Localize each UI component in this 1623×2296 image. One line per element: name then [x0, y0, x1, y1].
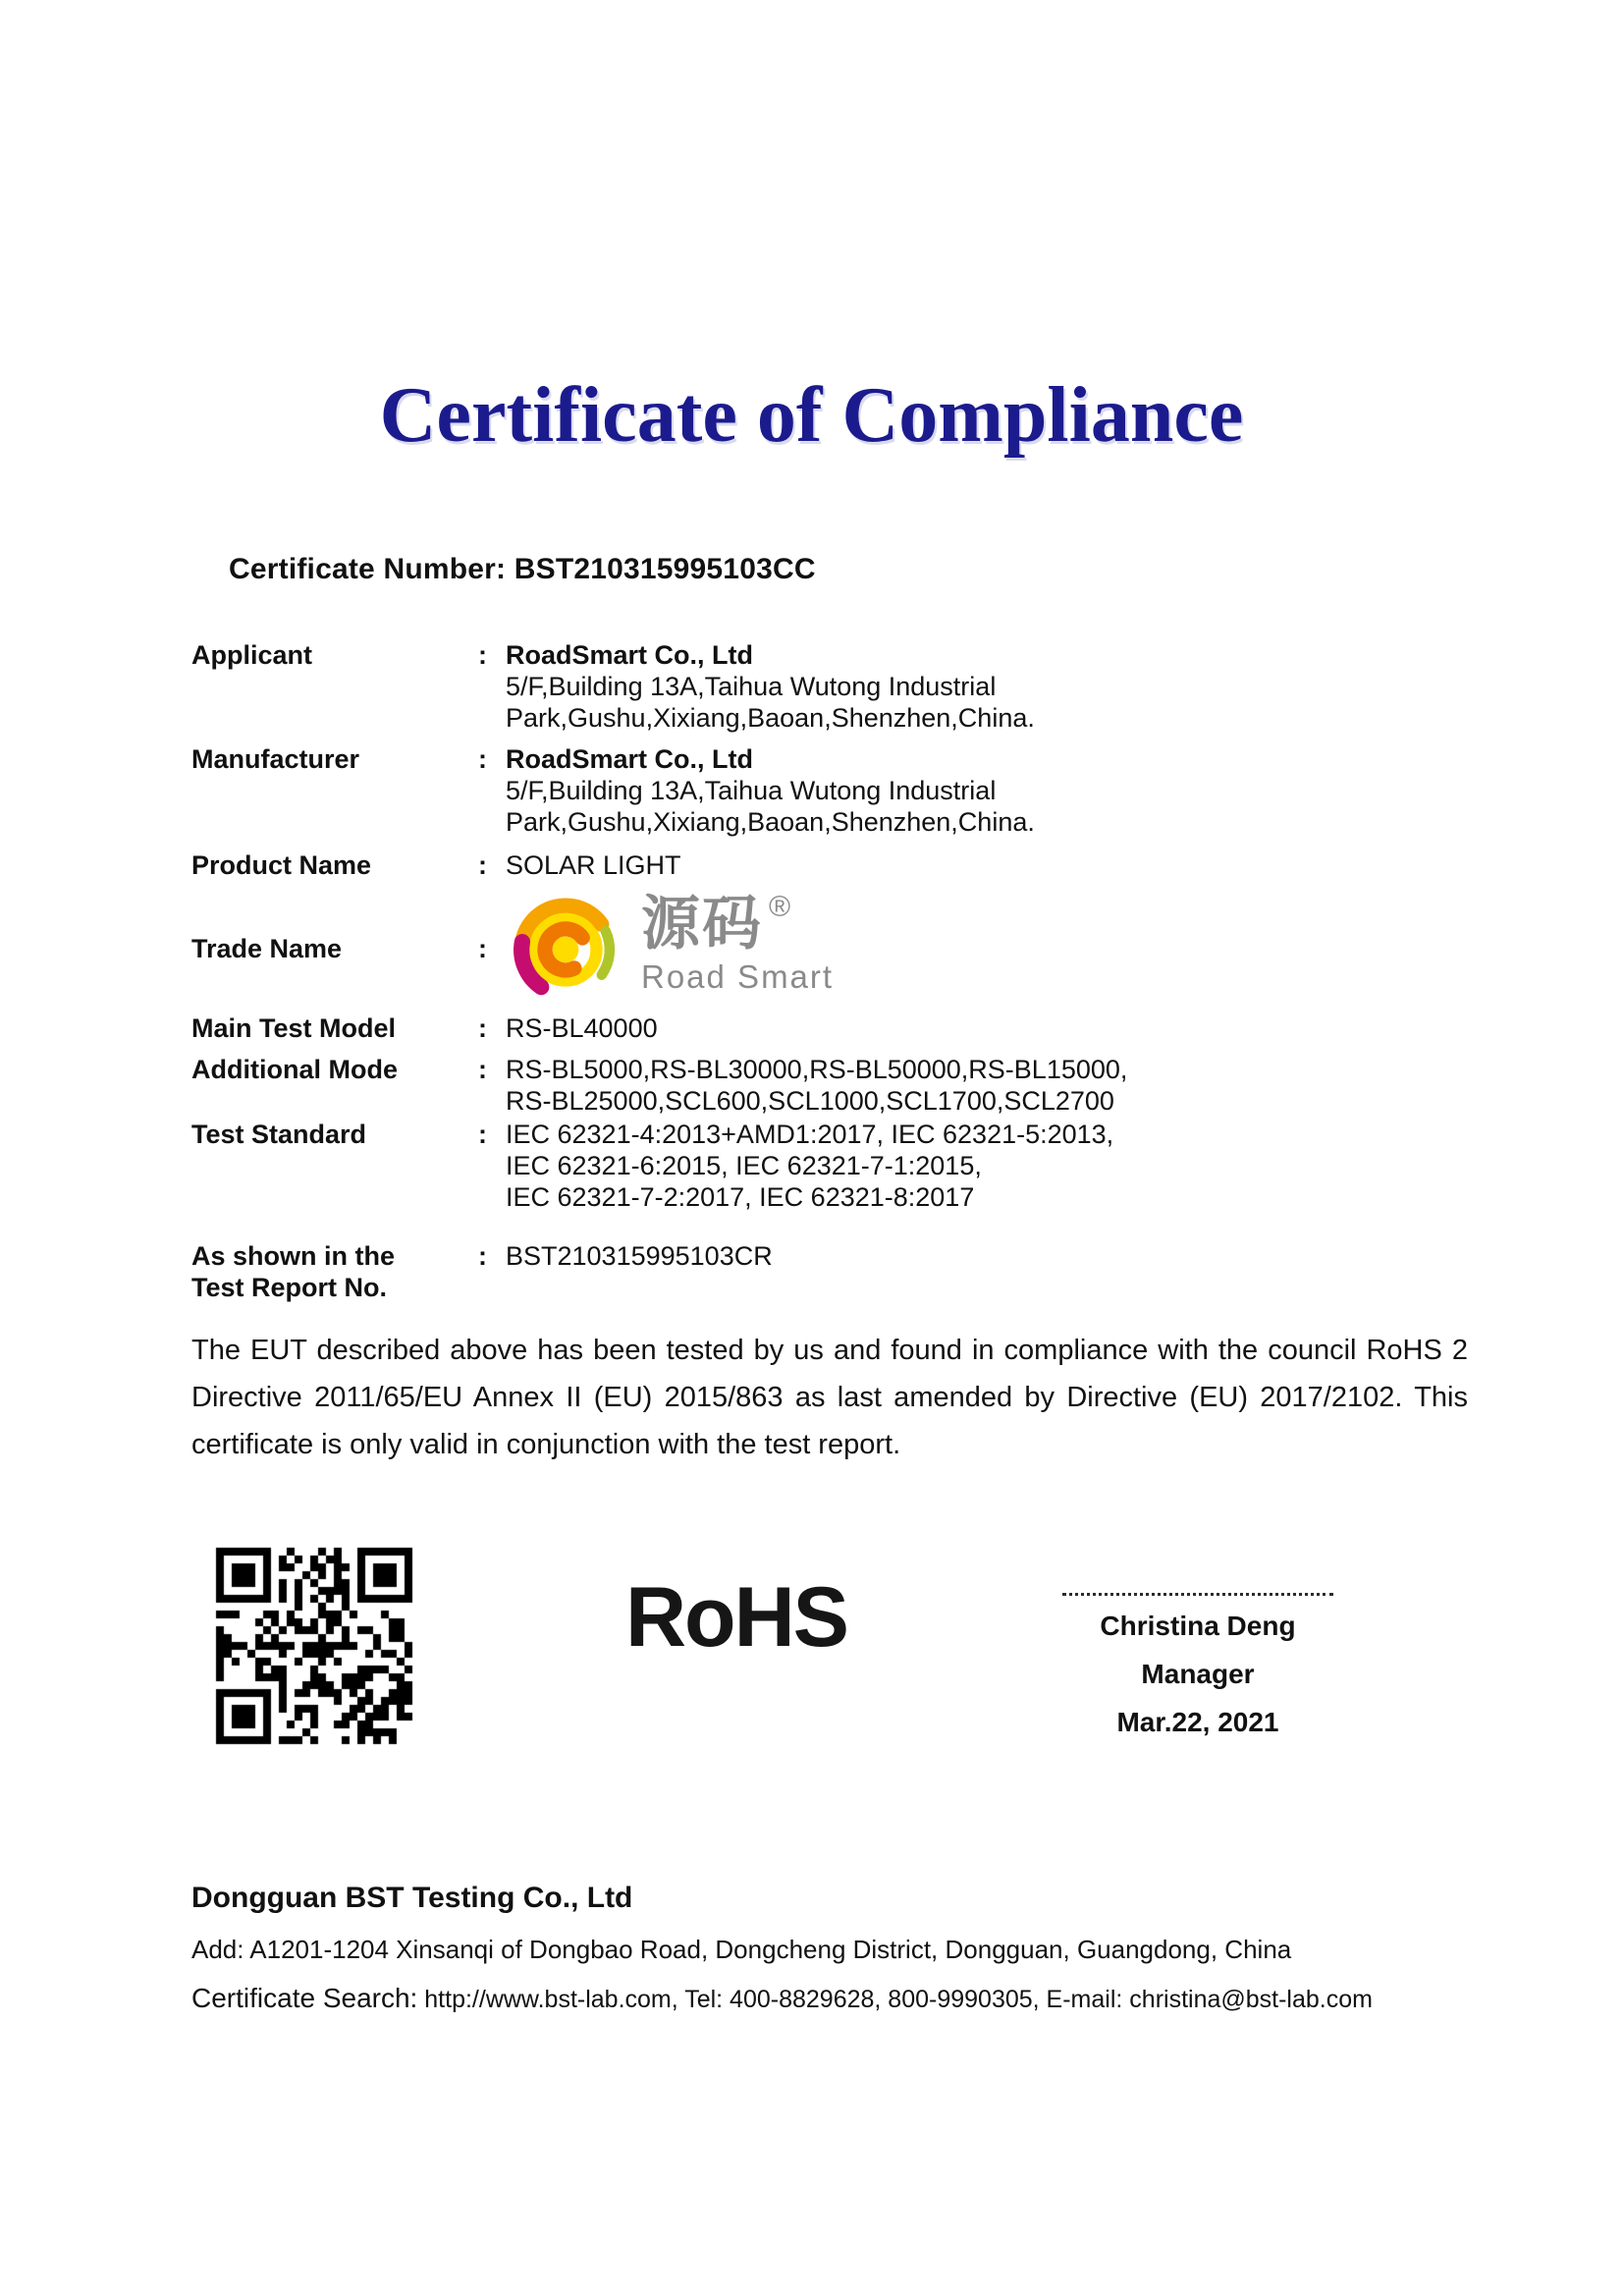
road-smart-logo	[506, 885, 1478, 1012]
test-report-label	[191, 1240, 478, 1303]
manufacturer-value	[506, 743, 1478, 838]
row-main-test-model	[191, 1012, 1478, 1044]
test-standard-line-1: IEC 62321-4:2013+AMD1:2017, IEC 62321-5:2013,	[506, 1120, 1114, 1149]
colon: :	[478, 1120, 487, 1149]
trade-name-value	[506, 885, 1478, 1012]
certificate-search-line	[191, 1984, 1488, 2014]
colon: :	[478, 850, 487, 880]
row-manufacturer	[191, 743, 1478, 838]
applicant-label: Applicant	[191, 640, 313, 670]
main-test-model-value: RS-BL40000	[506, 1013, 658, 1043]
rohs-mark: RoHS	[624, 1570, 848, 1665]
product-name-label: Product Name	[191, 850, 372, 880]
colon: :	[478, 744, 487, 774]
compliance-statement: The EUT described above has been tested by us and found in compliance with the council RoHS 2 Directive 2011/65/EU Annex II (EU) 2015/863 as last amended by Directive (EU) 2017/2102. This certificate is only valid in conjunction with the test report.	[191, 1335, 1468, 1460]
row-additional-mode	[191, 1054, 1478, 1117]
signatory-title: Manager	[1141, 1659, 1255, 1689]
applicant-address-2: Park,Gushu,Xixiang,Baoan,Shenzhen,China.	[506, 703, 1035, 733]
colon: :	[478, 640, 487, 670]
stamp-band	[0, 1542, 1623, 1748]
test-report-label-line-1: As shown in the	[191, 1241, 396, 1271]
product-name-value: SOLAR LIGHT	[506, 850, 681, 880]
additional-mode-line-1: RS-BL5000,RS-BL30000,RS-BL50000,RS-BL15000,	[506, 1055, 1128, 1084]
colon: :	[478, 934, 487, 963]
logo-chinese-text: 源码	[641, 891, 763, 957]
signature-date: Mar.22, 2021	[1116, 1707, 1279, 1737]
row-applicant	[191, 639, 1478, 734]
additional-mode-value	[506, 1054, 1478, 1117]
applicant-value	[506, 639, 1478, 734]
row-test-report	[191, 1240, 1478, 1303]
test-report-label-line-2: Test Report No.	[191, 1273, 388, 1302]
certificate-search-value: http://www.bst-lab.com, Tel: 400-8829628, 800-9990305, E-mail: christina@bst-lab.com	[424, 1986, 1373, 2013]
test-standard-line-3: IEC 62321-7-2:2017, IEC 62321-8:2017	[506, 1182, 975, 1212]
test-standard-value	[506, 1119, 1478, 1213]
certificate-number-line	[229, 553, 1623, 586]
road-smart-logo-text	[641, 891, 835, 995]
qr-code	[212, 1544, 416, 1748]
road-smart-logo-icon	[506, 888, 627, 1010]
test-report-value: BST210315995103CR	[506, 1241, 773, 1271]
colon: :	[478, 1241, 487, 1271]
additional-mode-line-2: RS-BL25000,SCL600,SCL1000,SCL1700,SCL2700	[506, 1086, 1114, 1116]
signature-block	[1046, 1593, 1350, 1737]
signatory-name: Christina Deng	[1100, 1611, 1296, 1641]
applicant-address-1: 5/F,Building 13A,Taihua Wutong Industrial	[506, 672, 997, 701]
certificate-number-value: BST210315995103CC	[514, 553, 816, 585]
info-table	[191, 639, 1478, 1303]
trade-name-label: Trade Name	[191, 934, 343, 963]
lab-address: Add: A1201-1204 Xinsanqi of Dongbao Road, Dongcheng District, Dongguan, Guangdong, China	[191, 1935, 1292, 1964]
registered-trademark-icon: ®	[769, 891, 791, 923]
manufacturer-company: RoadSmart Co., Ltd	[506, 744, 754, 774]
manufacturer-address-1: 5/F,Building 13A,Taihua Wutong Industrial	[506, 776, 997, 805]
colon: :	[478, 1013, 487, 1043]
test-standard-label: Test Standard	[191, 1120, 367, 1149]
colon: :	[478, 1055, 487, 1084]
test-standard-line-2: IEC 62321-6:2015, IEC 62321-7-1:2015,	[506, 1151, 982, 1180]
manufacturer-address-2: Park,Gushu,Xixiang,Baoan,Shenzhen,China.	[506, 807, 1035, 837]
page-title: Certificate of Compliance	[379, 372, 1244, 459]
lab-company-name: Dongguan BST Testing Co., Ltd	[191, 1882, 633, 1914]
row-product-name	[191, 849, 1478, 881]
additional-mode-label: Additional Mode	[191, 1055, 398, 1084]
row-test-standard	[191, 1119, 1478, 1213]
certificate-number-label: Certificate Number:	[229, 553, 507, 585]
main-test-model-label: Main Test Model	[191, 1013, 397, 1043]
row-trade-name	[191, 885, 1478, 1012]
logo-latin-text: Road Smart	[641, 958, 835, 995]
footer	[191, 1882, 1488, 2014]
applicant-company: RoadSmart Co., Ltd	[506, 640, 754, 670]
signature-dotted-line	[1062, 1593, 1333, 1596]
certificate-search-label: Certificate Search:	[191, 1983, 418, 2013]
manufacturer-label: Manufacturer	[191, 744, 360, 774]
